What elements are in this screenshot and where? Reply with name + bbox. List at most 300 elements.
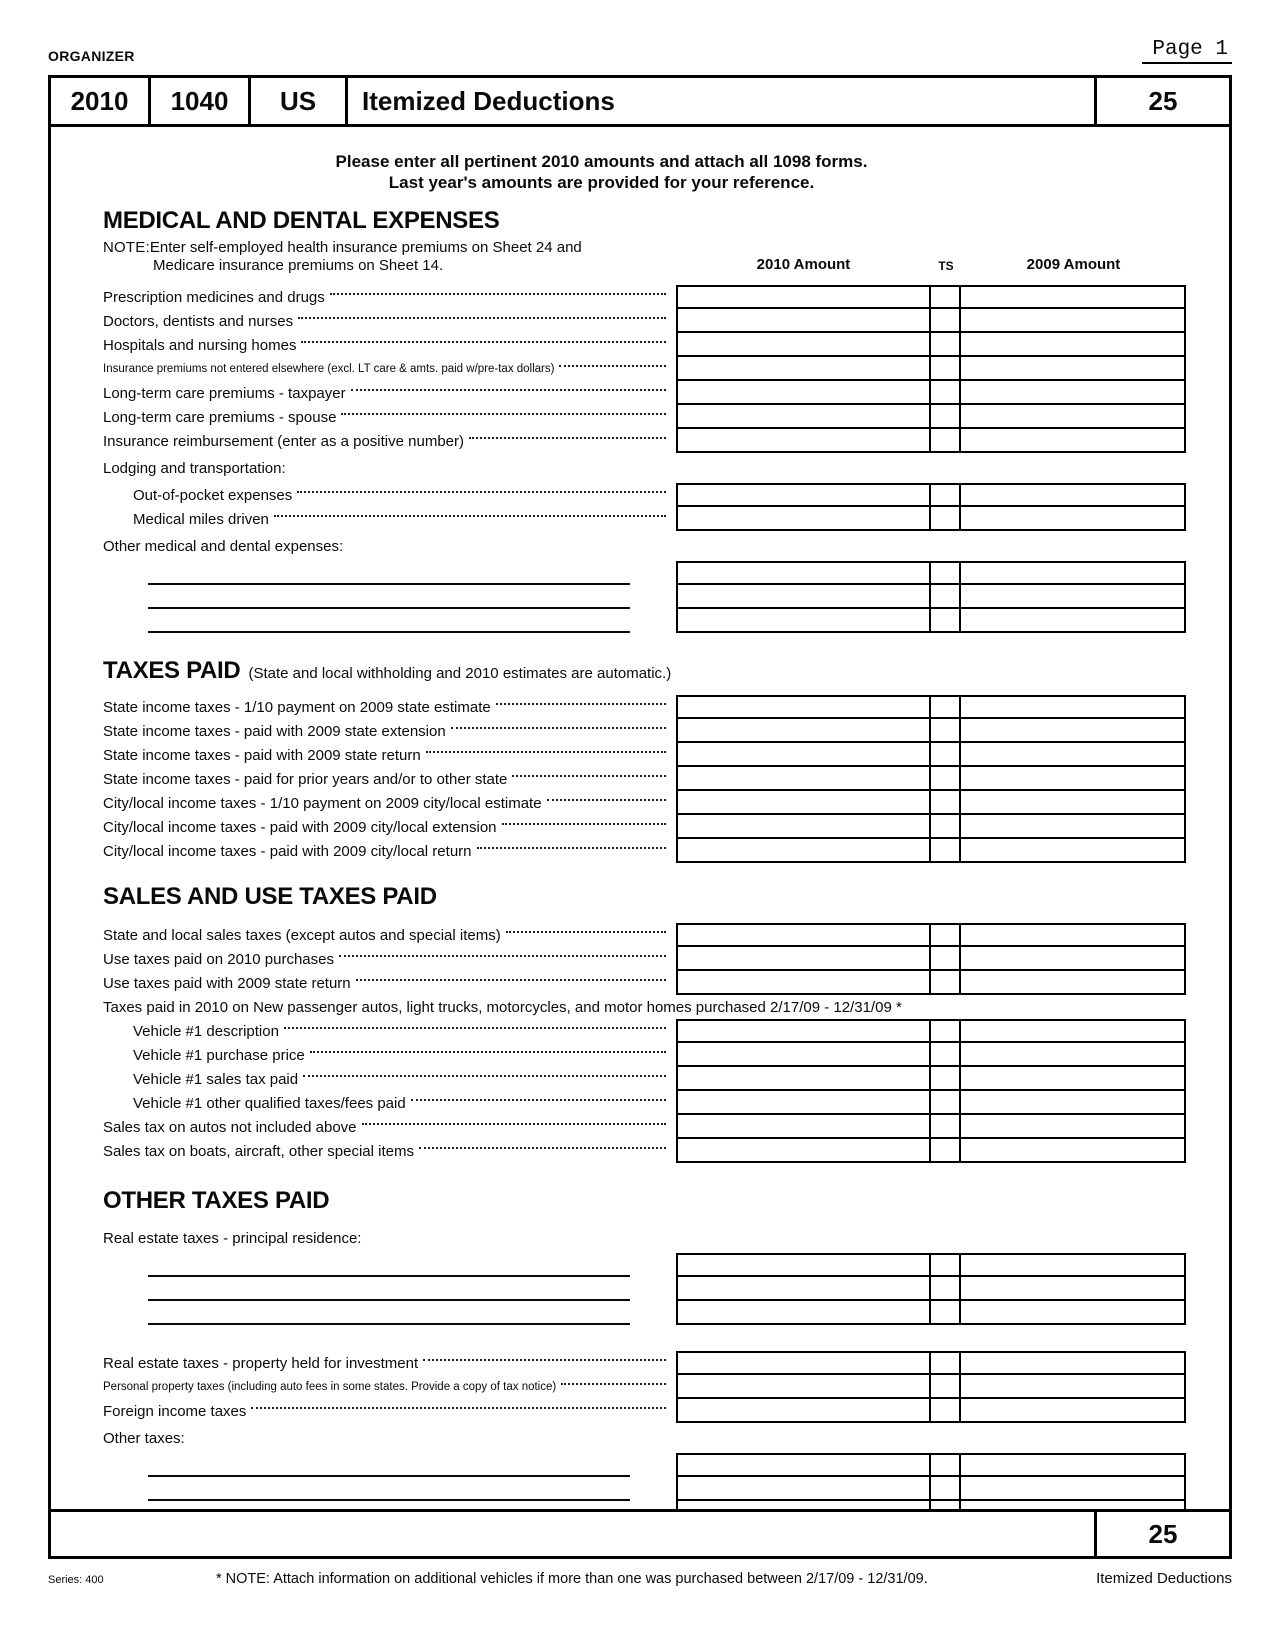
- amount-2010-input[interactable]: [676, 1043, 931, 1067]
- form-row: [103, 1067, 1186, 1091]
- ts-input[interactable]: [931, 1277, 961, 1301]
- row-label: [103, 1501, 676, 1509]
- row-label-text: Vehicle #1 sales tax paid: [133, 1070, 299, 1088]
- form-row: [103, 453, 1186, 483]
- amount-2009-input[interactable]: [961, 1375, 1186, 1399]
- row-label: [103, 1139, 676, 1163]
- amount-2009-input[interactable]: [961, 1301, 1186, 1325]
- form-row: [103, 585, 1186, 609]
- row-label: [103, 1301, 676, 1325]
- amount-2010-input[interactable]: [676, 923, 931, 947]
- row-label-text: Long-term care premiums - spouse: [103, 408, 337, 426]
- column-headers: [676, 256, 1186, 275]
- amount-2009-input[interactable]: [961, 743, 1186, 767]
- amount-2009-input[interactable]: [961, 971, 1186, 995]
- amount-2010-input[interactable]: [676, 285, 931, 309]
- ts-input[interactable]: [931, 1477, 961, 1501]
- instruction-line-2: Last year's amounts are provided for your reference.: [388, 173, 815, 192]
- row-label-text: Hospitals and nursing homes: [103, 336, 297, 354]
- row-label-text: Real estate taxes - property held for investment: [103, 1354, 419, 1372]
- row-label-text: Medical miles driven: [133, 510, 269, 528]
- ts-input[interactable]: [931, 1139, 961, 1163]
- ts-input[interactable]: [931, 483, 961, 507]
- amount-2010-input[interactable]: [676, 1453, 931, 1477]
- section-heading-medical: MEDICAL AND DENTAL EXPENSES: [103, 207, 500, 234]
- write-in-line[interactable]: [148, 1277, 630, 1301]
- amount-2010-input[interactable]: [676, 1375, 931, 1399]
- taxes-paid-rows: [103, 695, 1186, 863]
- write-in-line[interactable]: [148, 561, 630, 585]
- row-label: [103, 1375, 676, 1399]
- taxes-paid-subtitle: (State and local withholding and 2010 estimates are automatic.): [248, 665, 672, 682]
- row-label-text: Long-term care premiums - taxpayer: [103, 384, 346, 402]
- row-label: [103, 947, 676, 971]
- form-body: [51, 127, 1229, 1509]
- row-label: [103, 585, 676, 609]
- row-label: [103, 767, 676, 791]
- form-row: [103, 1423, 1186, 1453]
- form-row: [103, 1043, 1186, 1067]
- form-row: [103, 381, 1186, 405]
- form-row: [103, 561, 1186, 585]
- row-amount-boxes: [676, 815, 1186, 839]
- sheet-number-top: 25: [1094, 78, 1229, 124]
- amount-2010-input[interactable]: [676, 381, 931, 405]
- row-amount-boxes: [676, 971, 1186, 995]
- amount-2010-input[interactable]: [676, 695, 931, 719]
- row-amount-boxes: [676, 381, 1186, 405]
- row-label-text: Personal property taxes (including auto fees in some states. Provide a copy of tax notice): [103, 1381, 557, 1393]
- section-heading-other-taxes: OTHER TAXES PAID: [103, 1187, 330, 1214]
- row-label-text: City/local income taxes - 1/10 payment on 2009 city/local estimate: [103, 794, 542, 812]
- amount-2009-input[interactable]: [961, 839, 1186, 863]
- tax-year-cell: 2010: [51, 78, 151, 124]
- row-label-text: Foreign income taxes: [103, 1402, 247, 1420]
- row-label: [103, 1399, 676, 1423]
- row-label: [103, 695, 676, 719]
- row-label-text: State income taxes - paid with 2009 state extension: [103, 722, 446, 740]
- form-row: [103, 309, 1186, 333]
- row-label: [103, 507, 676, 531]
- amount-2010-input[interactable]: [676, 743, 931, 767]
- amount-2009-input[interactable]: [961, 561, 1186, 585]
- write-in-line[interactable]: [148, 609, 630, 633]
- amount-2009-input[interactable]: [961, 1399, 1186, 1423]
- form-row: [103, 1453, 1186, 1477]
- row-label-text: Prescription medicines and drugs: [103, 288, 325, 306]
- medical-note-line-1: NOTE:Enter self-employed health insurance premiums on Sheet 24 and: [103, 239, 582, 256]
- row-label-text: Other medical and dental expenses:: [103, 537, 344, 555]
- row-label-text: State income taxes - paid with 2009 state return: [103, 746, 421, 764]
- row-amount-boxes: [676, 743, 1186, 767]
- amount-2010-input[interactable]: [676, 309, 931, 333]
- ts-input[interactable]: [931, 815, 961, 839]
- row-label: [103, 719, 676, 743]
- form-row: [103, 1501, 1186, 1509]
- amount-2010-input[interactable]: [676, 561, 931, 585]
- amount-2009-input[interactable]: [961, 1043, 1186, 1067]
- ts-input[interactable]: [931, 357, 961, 381]
- write-in-line[interactable]: [148, 1477, 630, 1501]
- ts-input[interactable]: [931, 839, 961, 863]
- write-in-line[interactable]: [148, 1253, 630, 1277]
- form-row: [103, 947, 1186, 971]
- amount-2010-input[interactable]: [676, 357, 931, 381]
- form-row: [103, 1139, 1186, 1163]
- form-row: [103, 815, 1186, 839]
- note-and-column-headers: [103, 239, 1186, 275]
- row-amount-boxes: [676, 1067, 1186, 1091]
- form-row: [103, 429, 1186, 453]
- row-label: [103, 995, 1186, 1019]
- form-row: [103, 1375, 1186, 1399]
- row-amount-boxes: [676, 695, 1186, 719]
- row-label: [103, 815, 676, 839]
- ts-input[interactable]: [931, 1399, 961, 1423]
- row-label: [103, 333, 676, 357]
- organizer-label: ORGANIZER: [48, 48, 135, 64]
- row-label-text: Sales tax on autos not included above: [103, 1118, 357, 1136]
- form-row: [103, 507, 1186, 531]
- ts-input[interactable]: [931, 791, 961, 815]
- row-label-text: State and local sales taxes (except autos and special items): [103, 926, 501, 944]
- row-amount-boxes: [676, 1375, 1186, 1399]
- row-label: [103, 405, 676, 429]
- bottom-bar-spacer: [51, 1512, 1094, 1556]
- amount-2010-input[interactable]: [676, 791, 931, 815]
- row-label-text: Insurance premiums not entered elsewhere (excl. LT care & amts. paid w/pre-tax dollars): [103, 363, 555, 375]
- row-amount-boxes: [676, 333, 1186, 357]
- amount-2009-input[interactable]: [961, 1253, 1186, 1277]
- ts-input[interactable]: [931, 1375, 961, 1399]
- row-label: [103, 923, 676, 947]
- form-row: [103, 405, 1186, 429]
- amount-2010-input[interactable]: [676, 839, 931, 863]
- row-label: [103, 743, 676, 767]
- row-label-text: Out-of-pocket expenses: [133, 486, 293, 504]
- row-amount-boxes: [676, 405, 1186, 429]
- row-amount-boxes: [676, 1301, 1186, 1325]
- ts-input[interactable]: [931, 561, 961, 585]
- form-row: [103, 1351, 1186, 1375]
- amount-2009-input[interactable]: [961, 923, 1186, 947]
- amount-2009-input[interactable]: [961, 1067, 1186, 1091]
- row-label-text: City/local income taxes - paid with 2009 city/local return: [103, 842, 472, 860]
- row-amount-boxes: [676, 1019, 1186, 1043]
- ts-input[interactable]: [931, 429, 961, 453]
- column-header-ts: TS: [938, 259, 954, 273]
- row-label-text: Lodging and transportation:: [103, 459, 286, 477]
- other-taxes-rows: [103, 1223, 1186, 1509]
- form-title: Itemized Deductions: [362, 85, 615, 116]
- amount-2009-input[interactable]: [961, 429, 1186, 453]
- row-label: [103, 1325, 1186, 1351]
- amount-2010-input[interactable]: [676, 815, 931, 839]
- row-label: [103, 357, 676, 381]
- instruction-line-1: Please enter all pertinent 2010 amounts and attach all 1098 forms.: [335, 152, 868, 171]
- document-name: Itemized Deductions: [1096, 1570, 1232, 1587]
- amount-2010-input[interactable]: [676, 1301, 931, 1325]
- row-label: [103, 1115, 676, 1139]
- ts-input[interactable]: [931, 1501, 961, 1509]
- amount-2010-input[interactable]: [676, 1277, 931, 1301]
- amount-2009-input[interactable]: [961, 609, 1186, 633]
- jurisdiction-cell: US: [251, 78, 348, 124]
- ts-input[interactable]: [931, 1043, 961, 1067]
- row-amount-boxes: [676, 309, 1186, 333]
- row-amount-boxes: [676, 719, 1186, 743]
- form-row: [103, 743, 1186, 767]
- amount-2009-input[interactable]: [961, 507, 1186, 531]
- row-label-text: Use taxes paid with 2009 state return: [103, 974, 351, 992]
- row-amount-boxes: [676, 791, 1186, 815]
- row-amount-boxes: [676, 357, 1186, 381]
- ts-input[interactable]: [931, 1453, 961, 1477]
- amount-2010-input[interactable]: [676, 1139, 931, 1163]
- amount-2009-input[interactable]: [961, 1277, 1186, 1301]
- page-top-line: [48, 38, 1232, 64]
- amount-2009-input[interactable]: [961, 791, 1186, 815]
- ts-input[interactable]: [931, 309, 961, 333]
- amount-2009-input[interactable]: [961, 405, 1186, 429]
- column-header-2009-amount: 2009 Amount: [1026, 256, 1121, 273]
- row-label: [103, 1477, 676, 1501]
- ts-input[interactable]: [931, 507, 961, 531]
- ts-input[interactable]: [931, 585, 961, 609]
- row-amount-boxes: [676, 609, 1186, 633]
- amount-2009-input[interactable]: [961, 1453, 1186, 1477]
- row-amount-boxes: [676, 507, 1186, 531]
- ts-input[interactable]: [931, 743, 961, 767]
- form-row: [103, 1325, 1186, 1351]
- row-amount-boxes: [676, 285, 1186, 309]
- row-label: [103, 971, 676, 995]
- row-label: [103, 1067, 676, 1091]
- row-amount-boxes: [676, 585, 1186, 609]
- row-amount-boxes: [676, 767, 1186, 791]
- amount-2010-input[interactable]: [676, 767, 931, 791]
- row-label: [103, 609, 676, 633]
- form-row: [103, 609, 1186, 633]
- row-label-text: State income taxes - 1/10 payment on 2009 state estimate: [103, 698, 491, 716]
- amount-2010-input[interactable]: [676, 1351, 931, 1375]
- ts-input[interactable]: [931, 767, 961, 791]
- form-row: [103, 483, 1186, 507]
- row-amount-boxes: [676, 1453, 1186, 1477]
- ts-input[interactable]: [931, 719, 961, 743]
- row-amount-boxes: [676, 923, 1186, 947]
- row-label-text: Use taxes paid on 2010 purchases: [103, 950, 334, 968]
- row-label-text: Vehicle #1 description: [133, 1022, 279, 1040]
- amount-2010-input[interactable]: [676, 1253, 931, 1277]
- form-row: [103, 1477, 1186, 1501]
- row-label: [103, 791, 676, 815]
- ts-input[interactable]: [931, 1115, 961, 1139]
- amount-2010-input[interactable]: [676, 719, 931, 743]
- row-label: [103, 1423, 1186, 1453]
- ts-input[interactable]: [931, 333, 961, 357]
- amount-2010-input[interactable]: [676, 1067, 931, 1091]
- form-row: [103, 285, 1186, 309]
- medical-note-line-2: Medicare insurance premiums on Sheet 14.: [153, 257, 444, 274]
- amount-2009-input[interactable]: [961, 357, 1186, 381]
- row-label: [103, 839, 676, 863]
- form-row: [103, 767, 1186, 791]
- row-label-text: Other taxes:: [103, 1429, 185, 1447]
- amount-2010-input[interactable]: [676, 429, 931, 453]
- row-amount-boxes: [676, 561, 1186, 585]
- row-amount-boxes: [676, 1501, 1186, 1509]
- form-row: [103, 1399, 1186, 1423]
- row-amount-boxes: [676, 839, 1186, 863]
- form-bottom-bar: [51, 1509, 1229, 1556]
- amount-2010-input[interactable]: [676, 1399, 931, 1423]
- row-label-text: Real estate taxes - principal residence:: [103, 1229, 362, 1247]
- row-label: [103, 285, 676, 309]
- ts-input[interactable]: [931, 695, 961, 719]
- amount-2009-input[interactable]: [961, 1115, 1186, 1139]
- row-amount-boxes: [676, 483, 1186, 507]
- amount-2009-input[interactable]: [961, 333, 1186, 357]
- sales-use-rows: [103, 923, 1186, 1163]
- sheet-number-bottom: 25: [1094, 1512, 1229, 1556]
- amount-2009-input[interactable]: [961, 309, 1186, 333]
- amount-2010-input[interactable]: [676, 507, 931, 531]
- row-label-text: City/local income taxes - paid with 2009 city/local extension: [103, 818, 497, 836]
- amount-2009-input[interactable]: [961, 1019, 1186, 1043]
- row-amount-boxes: [676, 1477, 1186, 1501]
- amount-2009-input[interactable]: [961, 695, 1186, 719]
- form-row: [103, 1091, 1186, 1115]
- row-label-text: Insurance reimbursement (enter as a positive number): [103, 432, 464, 450]
- form-sheet: [48, 75, 1232, 1559]
- amount-2010-input[interactable]: [676, 405, 931, 429]
- amount-2010-input[interactable]: [676, 1019, 931, 1043]
- ts-input[interactable]: [931, 609, 961, 633]
- row-label: [103, 561, 676, 585]
- amount-2009-input[interactable]: [961, 381, 1186, 405]
- row-label-text: Sales tax on boats, aircraft, other special items: [103, 1142, 414, 1160]
- amount-2009-input[interactable]: [961, 1477, 1186, 1501]
- amount-2009-input[interactable]: [961, 767, 1186, 791]
- form-row: [103, 1223, 1186, 1253]
- ts-input[interactable]: [931, 971, 961, 995]
- amount-2009-input[interactable]: [961, 719, 1186, 743]
- row-label-text: Vehicle #1 other qualified taxes/fees paid: [133, 1094, 406, 1112]
- row-label: [103, 1453, 676, 1477]
- row-amount-boxes: [676, 1115, 1186, 1139]
- ts-input[interactable]: [931, 1253, 961, 1277]
- form-row: [103, 971, 1186, 995]
- series-label: Series: 400: [48, 1574, 104, 1586]
- ts-input[interactable]: [931, 1067, 961, 1091]
- amount-2009-input[interactable]: [961, 285, 1186, 309]
- amount-2010-input[interactable]: [676, 1115, 931, 1139]
- ts-input[interactable]: [931, 285, 961, 309]
- row-label: [103, 1223, 1186, 1253]
- ts-input[interactable]: [931, 923, 961, 947]
- note-label: NOTE:: [103, 239, 150, 256]
- amount-2010-input[interactable]: [676, 585, 931, 609]
- medical-note: [103, 239, 676, 275]
- row-amount-boxes: [676, 1139, 1186, 1163]
- form-title-bar: [51, 78, 1229, 127]
- row-label: [103, 1019, 676, 1043]
- section-heading-taxes-paid: TAXES PAID (State and local withholding and 2010 estimates are automatic.): [103, 657, 672, 684]
- form-row: [103, 719, 1186, 743]
- amount-2009-input[interactable]: [961, 1351, 1186, 1375]
- row-label: [103, 531, 1186, 561]
- form-number-cell: 1040: [151, 78, 251, 124]
- form-instructions: [103, 151, 1186, 193]
- write-in-line[interactable]: [148, 1301, 630, 1325]
- amount-2010-input[interactable]: [676, 333, 931, 357]
- amount-2010-input[interactable]: [676, 483, 931, 507]
- write-in-line[interactable]: [148, 585, 630, 609]
- row-label: [103, 429, 676, 453]
- row-label: [103, 1043, 676, 1067]
- row-amount-boxes: [676, 429, 1186, 453]
- amount-2010-input[interactable]: [676, 947, 931, 971]
- amount-2009-input[interactable]: [961, 1139, 1186, 1163]
- row-label: [103, 1253, 676, 1277]
- amount-2010-input[interactable]: [676, 1501, 931, 1509]
- row-label: [103, 1351, 676, 1375]
- form-row: [103, 923, 1186, 947]
- amount-2010-input[interactable]: [676, 1091, 931, 1115]
- row-amount-boxes: [676, 947, 1186, 971]
- ts-input[interactable]: [931, 405, 961, 429]
- amount-2010-input[interactable]: [676, 609, 931, 633]
- amount-2010-input[interactable]: [676, 1477, 931, 1501]
- amount-2009-input[interactable]: [961, 1501, 1186, 1509]
- row-label: [103, 381, 676, 405]
- amount-2010-input[interactable]: [676, 971, 931, 995]
- column-header-2010-amount: 2010 Amount: [756, 256, 851, 273]
- vehicle-footnote: * NOTE: Attach information on additional vehicles if more than one was purchased between 2/17/09 - 12/31/09.: [216, 1571, 928, 1587]
- ts-input[interactable]: [931, 1019, 961, 1043]
- form-row: [103, 357, 1186, 381]
- ts-input[interactable]: [931, 1091, 961, 1115]
- form-row: [103, 695, 1186, 719]
- row-label-text: State income taxes - paid for prior years and/or to other state: [103, 770, 508, 788]
- amount-2009-input[interactable]: [961, 483, 1186, 507]
- row-amount-boxes: [676, 1277, 1186, 1301]
- row-amount-boxes: [676, 1253, 1186, 1277]
- form-row: [103, 995, 1186, 1019]
- row-amount-boxes: [676, 1399, 1186, 1423]
- ts-input[interactable]: [931, 1301, 961, 1325]
- amount-2009-input[interactable]: [961, 815, 1186, 839]
- row-label-text: Vehicle #1 purchase price: [133, 1046, 305, 1064]
- form-row: [103, 1253, 1186, 1277]
- form-row: [103, 791, 1186, 815]
- amount-2009-input[interactable]: [961, 1091, 1186, 1115]
- write-in-line[interactable]: [148, 1453, 630, 1477]
- form-row: [103, 333, 1186, 357]
- amount-2009-input[interactable]: [961, 947, 1186, 971]
- ts-input[interactable]: [931, 1351, 961, 1375]
- page-indicator: Page 1: [1142, 38, 1232, 64]
- ts-input[interactable]: [931, 947, 961, 971]
- amount-2009-input[interactable]: [961, 585, 1186, 609]
- ts-input[interactable]: [931, 381, 961, 405]
- medical-rows: [103, 285, 1186, 633]
- row-label-text: Doctors, dentists and nurses: [103, 312, 294, 330]
- row-label: [103, 483, 676, 507]
- section-heading-sales-use: SALES AND USE TAXES PAID: [103, 883, 437, 910]
- row-label: [103, 1091, 676, 1115]
